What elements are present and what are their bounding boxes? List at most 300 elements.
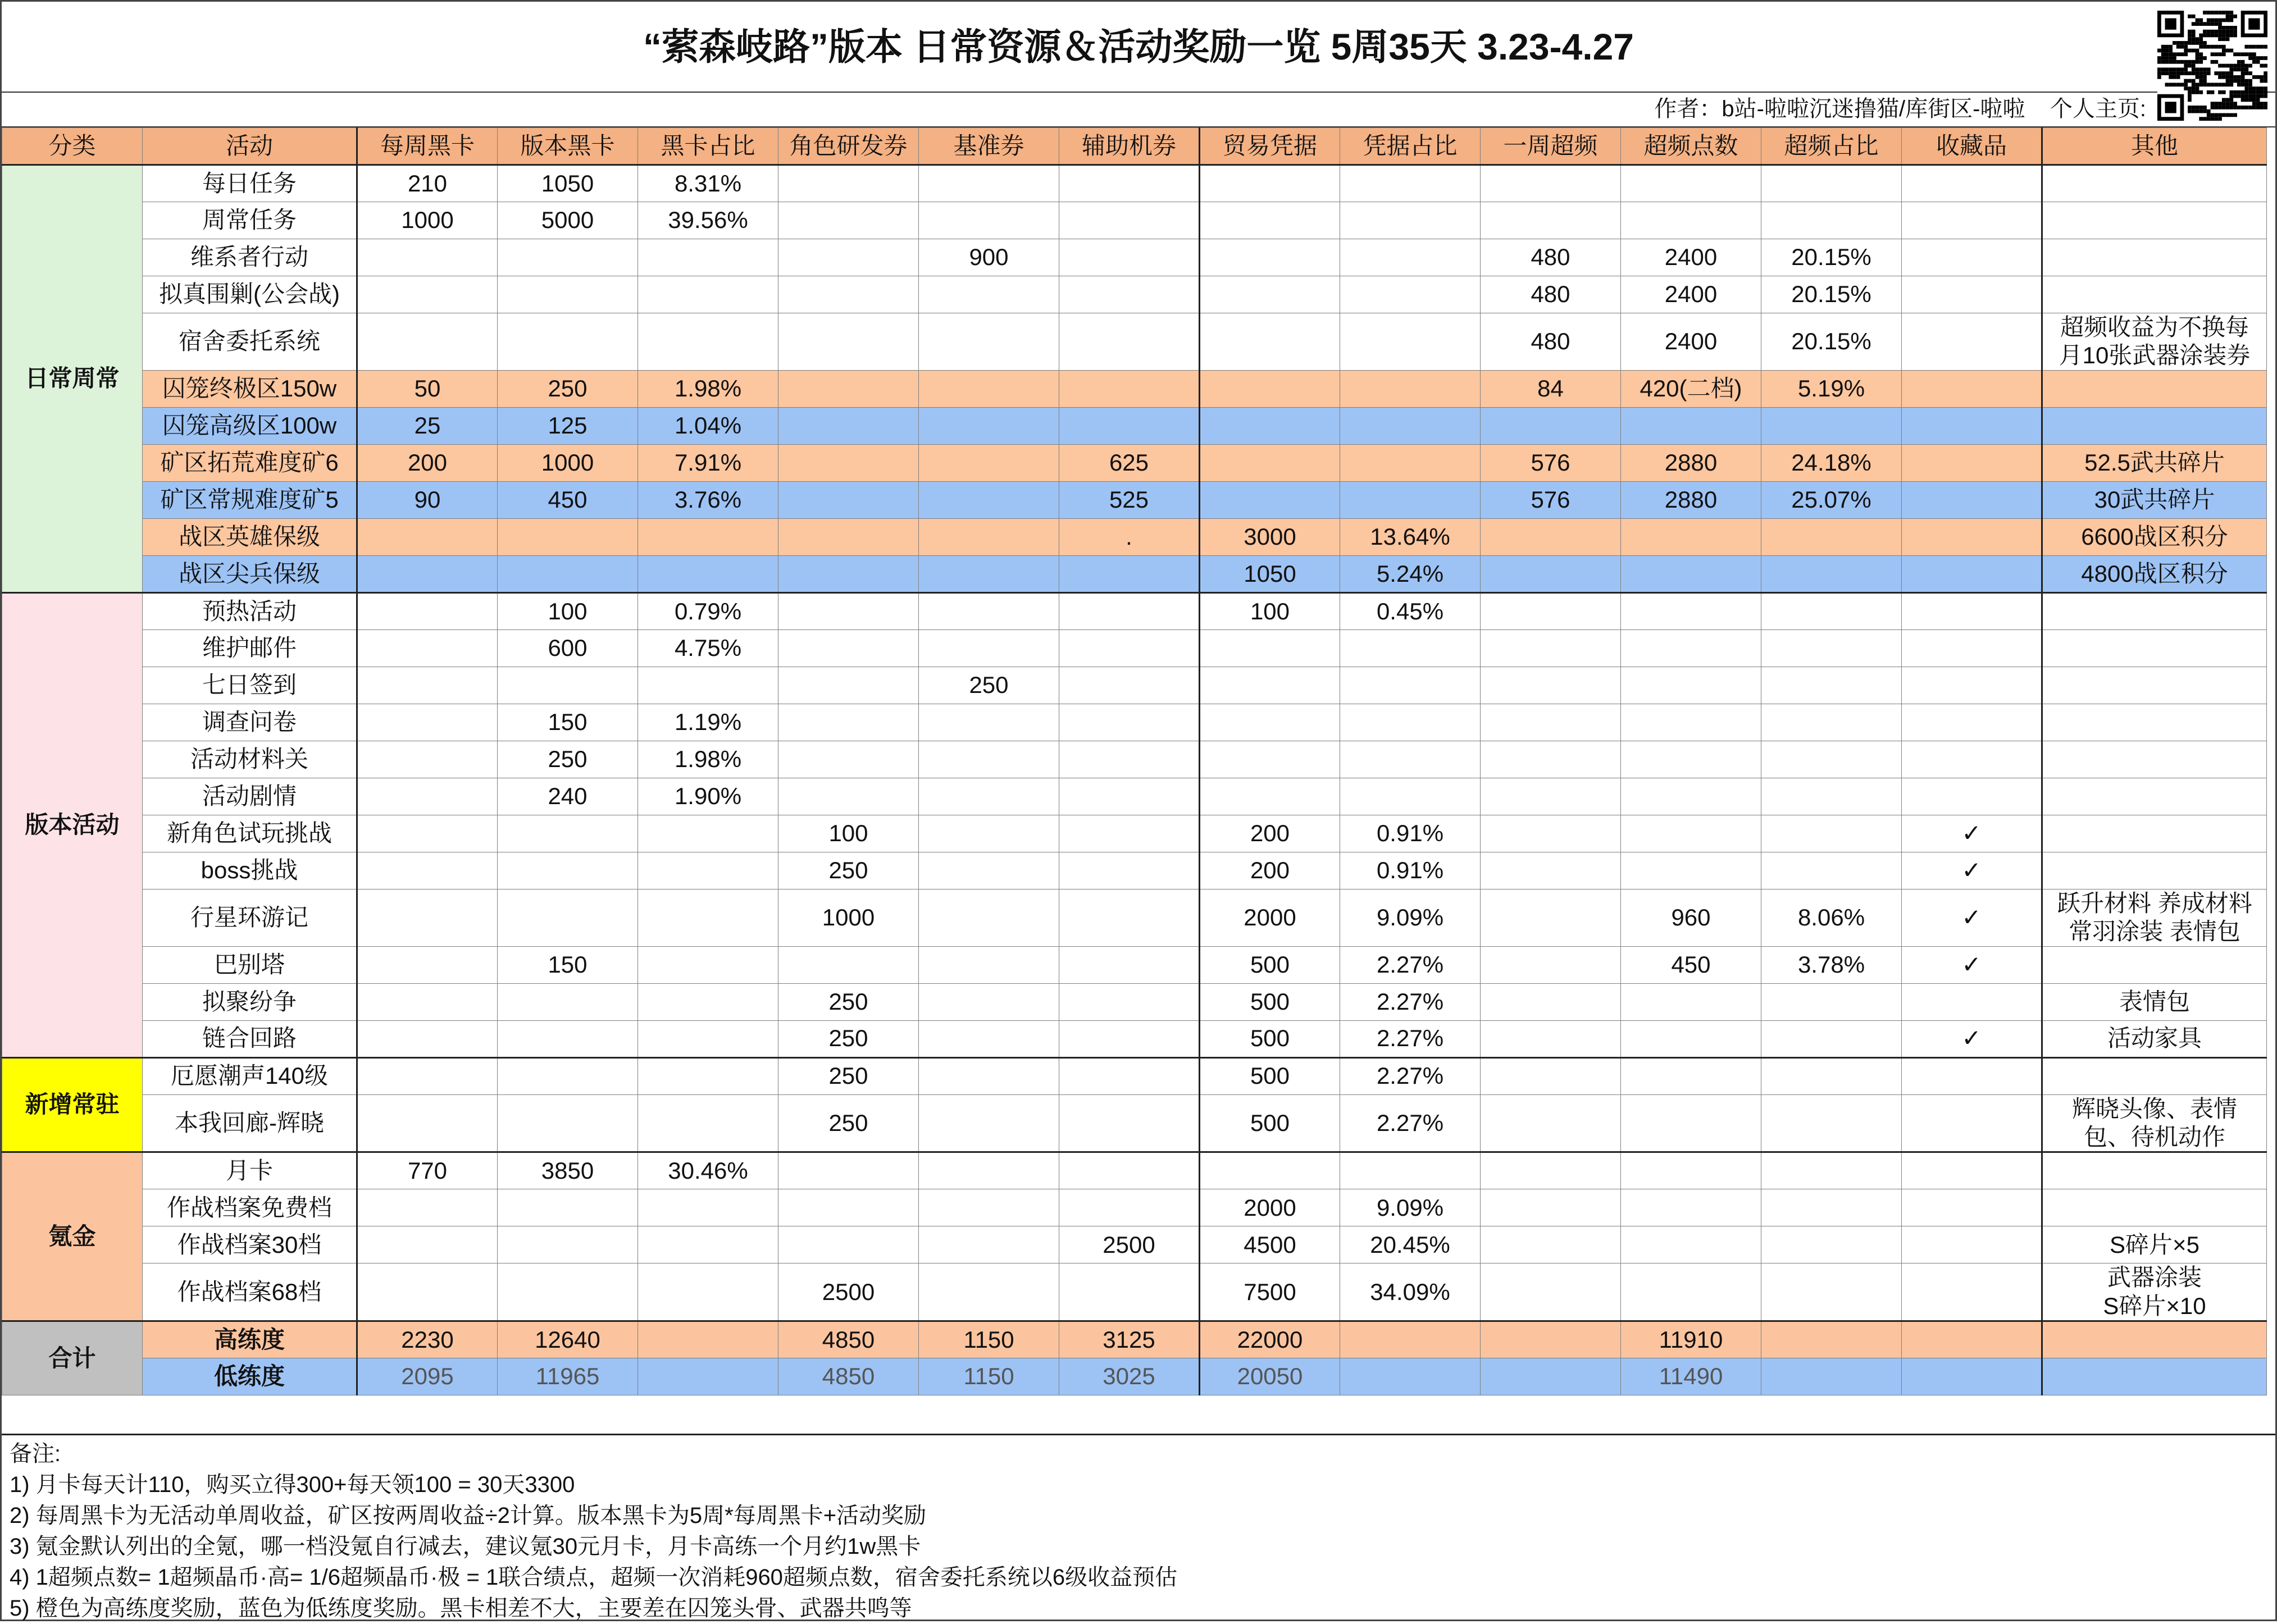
- activity-cell: 维系者行动: [143, 239, 357, 276]
- value-cell: [638, 1057, 778, 1094]
- value-cell: 2000: [1200, 889, 1340, 946]
- column-header: 超频占比: [1761, 128, 1902, 165]
- value-cell: 250: [498, 370, 638, 407]
- value-cell: [1481, 778, 1621, 815]
- value-cell: [357, 983, 498, 1020]
- value-cell: [357, 1020, 498, 1057]
- value-cell: [1621, 1152, 1761, 1189]
- value-cell: ✓: [1902, 889, 2042, 946]
- activity-cell: 维护邮件: [143, 629, 357, 667]
- value-cell: 576: [1481, 481, 1621, 518]
- value-cell: [1340, 165, 1481, 202]
- value-cell: [1059, 313, 1200, 371]
- value-cell: 150: [498, 946, 638, 983]
- value-cell: 200: [357, 444, 498, 481]
- column-header: 基准券: [919, 128, 1059, 165]
- total-row: [2, 1321, 2267, 1358]
- activity-cell: 作战档案68档: [143, 1263, 357, 1321]
- note-item: 3) 氪金默认列出的全氪，哪一档没氪自行减去，建议氪30元月卡，月卡高练一个月约1w黑卡: [10, 1534, 921, 1559]
- value-cell: 2400: [1621, 239, 1761, 276]
- value-cell: [357, 1057, 498, 1094]
- value-cell: 9.09%: [1340, 1189, 1481, 1226]
- activity-cell: 巴别塔: [143, 946, 357, 983]
- value-cell: [919, 555, 1059, 592]
- value-cell: [1200, 165, 1340, 202]
- total-value-cell: [2042, 1358, 2267, 1395]
- value-cell: 5.24%: [1340, 555, 1481, 592]
- value-cell: 450: [498, 481, 638, 518]
- total-value-cell: 11965: [498, 1358, 638, 1395]
- value-cell: [1761, 629, 1902, 667]
- value-cell: .: [1059, 518, 1200, 555]
- value-cell: [919, 852, 1059, 889]
- table-row: [2, 202, 2267, 239]
- value-cell: [2042, 276, 2267, 313]
- value-cell: 600: [498, 629, 638, 667]
- value-cell: [357, 1094, 498, 1152]
- value-cell: [1059, 889, 1200, 946]
- table-row: [2, 370, 2267, 407]
- value-cell: 2.27%: [1340, 1020, 1481, 1057]
- value-cell: [778, 276, 919, 313]
- value-cell: [1621, 667, 1761, 704]
- table-row: [2, 407, 2267, 444]
- value-cell: 2880: [1621, 444, 1761, 481]
- value-cell: 4500: [1200, 1226, 1340, 1263]
- value-cell: [357, 239, 498, 276]
- activity-cell: 矿区拓荒难度矿6: [143, 444, 357, 481]
- value-cell: 250: [778, 1020, 919, 1057]
- value-cell: [1340, 741, 1481, 778]
- value-cell: [919, 1189, 1059, 1226]
- value-cell: 250: [778, 1094, 919, 1152]
- column-header: 凭据占比: [1340, 128, 1481, 165]
- value-cell: [2042, 202, 2267, 239]
- value-cell: [1481, 852, 1621, 889]
- value-cell: 100: [778, 815, 919, 852]
- table-row: [2, 313, 2267, 371]
- value-cell: [1481, 1020, 1621, 1057]
- value-cell: [498, 555, 638, 592]
- value-cell: [1340, 778, 1481, 815]
- total-value-cell: [638, 1358, 778, 1395]
- value-cell: [1761, 741, 1902, 778]
- value-cell: [1621, 202, 1761, 239]
- table-row: [2, 444, 2267, 481]
- value-cell: [638, 983, 778, 1020]
- page-title: “萦森岐路”版本 日常资源＆活动奖励一览 5周35天 3.23-4.27: [643, 26, 1634, 67]
- value-cell: 24.18%: [1761, 444, 1902, 481]
- value-cell: 450: [1621, 946, 1761, 983]
- value-cell: [1902, 481, 2042, 518]
- value-cell: 100: [1200, 592, 1340, 629]
- total-value-cell: [1481, 1358, 1621, 1395]
- value-cell: [919, 165, 1059, 202]
- value-cell: [778, 741, 919, 778]
- value-cell: [1621, 1226, 1761, 1263]
- value-cell: 2000: [1200, 1189, 1340, 1226]
- value-cell: 20.15%: [1761, 276, 1902, 313]
- value-cell: 0.45%: [1340, 592, 1481, 629]
- value-cell: [357, 778, 498, 815]
- total-value-cell: [1902, 1321, 2042, 1358]
- value-cell: [1761, 1020, 1902, 1057]
- value-cell: [919, 889, 1059, 946]
- category-cell: 日常周常: [2, 165, 143, 593]
- activity-cell: 链合回路: [143, 1020, 357, 1057]
- value-cell: [778, 1226, 919, 1263]
- value-cell: [1761, 165, 1902, 202]
- value-cell: 1.98%: [638, 370, 778, 407]
- note-item: 1) 月卡每天计110，购买立得300+每天领100 = 30天3300: [10, 1472, 575, 1497]
- value-cell: 25.07%: [1761, 481, 1902, 518]
- value-cell: [1621, 1263, 1761, 1321]
- value-cell: [357, 667, 498, 704]
- value-cell: [1059, 815, 1200, 852]
- value-cell: [357, 889, 498, 946]
- column-header: 角色研发券: [778, 128, 919, 165]
- note-item: 4) 1超频点数= 1超频晶币·高= 1/6超频晶币·极 = 1联合绩点，超频一次消耗960超频点数，宿舍委托系统以6级收益预估: [10, 1565, 1178, 1590]
- author-credit: 作者：b站-啦啦沉迷撸猫/库街区-啦啦 个人主页:: [1654, 97, 2146, 121]
- table-row: [2, 165, 2267, 202]
- total-label: 低练度: [143, 1358, 357, 1395]
- value-cell: [1902, 444, 2042, 481]
- value-cell: 3000: [1200, 518, 1340, 555]
- value-cell: 0.91%: [1340, 852, 1481, 889]
- value-cell: [1059, 778, 1200, 815]
- value-cell: 210: [357, 165, 498, 202]
- table-row: [2, 852, 2267, 889]
- table-header-row: [2, 128, 2267, 165]
- category-cell: 合计: [2, 1321, 143, 1395]
- total-value-cell: [1340, 1358, 1481, 1395]
- table-row: [2, 741, 2267, 778]
- value-cell: [1761, 202, 1902, 239]
- table-row: [2, 983, 2267, 1020]
- note-item: 2) 每周黑卡为无活动单周收益，矿区按两周收益÷2计算。版本黑卡为5周*每周黑卡+活动奖励: [10, 1503, 927, 1528]
- value-cell: [638, 518, 778, 555]
- value-cell: [1340, 202, 1481, 239]
- value-cell: [778, 629, 919, 667]
- value-cell: [1200, 444, 1340, 481]
- value-cell: [1902, 592, 2042, 629]
- value-cell: [778, 370, 919, 407]
- value-cell: 1000: [498, 444, 638, 481]
- value-cell: [2042, 629, 2267, 667]
- value-cell: [2042, 741, 2267, 778]
- value-cell: 6600战区积分: [2042, 518, 2267, 555]
- total-value-cell: 12640: [498, 1321, 638, 1358]
- value-cell: [1340, 313, 1481, 371]
- value-cell: [1902, 370, 2042, 407]
- total-value-cell: 2230: [357, 1321, 498, 1358]
- value-cell: [1059, 555, 1200, 592]
- total-value-cell: 4850: [778, 1321, 919, 1358]
- value-cell: [2042, 165, 2267, 202]
- value-cell: [1340, 667, 1481, 704]
- value-cell: 辉晓头像、表情 包、待机动作: [2042, 1094, 2267, 1152]
- value-cell: 100: [498, 592, 638, 629]
- value-cell: [1200, 778, 1340, 815]
- value-cell: [638, 276, 778, 313]
- value-cell: [357, 741, 498, 778]
- total-row: [2, 1358, 2267, 1395]
- value-cell: [919, 741, 1059, 778]
- value-cell: [1059, 983, 1200, 1020]
- total-value-cell: 20050: [1200, 1358, 1340, 1395]
- column-header: 辅助机券: [1059, 128, 1200, 165]
- value-cell: [498, 313, 638, 371]
- activity-cell: 活动材料关: [143, 741, 357, 778]
- value-cell: 13.64%: [1340, 518, 1481, 555]
- value-cell: [1902, 1263, 2042, 1321]
- value-cell: [1200, 239, 1340, 276]
- value-cell: 420(二档): [1621, 370, 1761, 407]
- value-cell: [638, 667, 778, 704]
- value-cell: [919, 481, 1059, 518]
- value-cell: [1621, 629, 1761, 667]
- value-cell: [498, 1020, 638, 1057]
- value-cell: [778, 704, 919, 741]
- value-cell: [778, 778, 919, 815]
- column-header: 分类: [2, 128, 143, 165]
- value-cell: 2.27%: [1340, 1094, 1481, 1152]
- value-cell: [1761, 1152, 1902, 1189]
- column-header: 活动: [143, 128, 357, 165]
- value-cell: 200: [1200, 815, 1340, 852]
- value-cell: [498, 1057, 638, 1094]
- value-cell: [919, 629, 1059, 667]
- value-cell: [1200, 276, 1340, 313]
- value-cell: [1200, 481, 1340, 518]
- value-cell: [1200, 629, 1340, 667]
- value-cell: ✓: [1902, 946, 2042, 983]
- value-cell: [1621, 592, 1761, 629]
- value-cell: 0.91%: [1340, 815, 1481, 852]
- value-cell: [1902, 1057, 2042, 1094]
- value-cell: [1621, 165, 1761, 202]
- value-cell: [778, 202, 919, 239]
- value-cell: [1059, 592, 1200, 629]
- value-cell: [919, 1152, 1059, 1189]
- value-cell: [498, 1189, 638, 1226]
- value-cell: 525: [1059, 481, 1200, 518]
- value-cell: [638, 313, 778, 371]
- value-cell: 50: [357, 370, 498, 407]
- total-value-cell: 11910: [1621, 1321, 1761, 1358]
- value-cell: [1481, 1189, 1621, 1226]
- table-row: [2, 1094, 2267, 1152]
- value-cell: [638, 852, 778, 889]
- value-cell: [1761, 1226, 1902, 1263]
- value-cell: [919, 202, 1059, 239]
- value-cell: [1621, 815, 1761, 852]
- value-cell: 1000: [357, 202, 498, 239]
- value-cell: [1200, 1152, 1340, 1189]
- value-cell: [1481, 741, 1621, 778]
- activity-cell: boss挑战: [143, 852, 357, 889]
- value-cell: 500: [1200, 1057, 1340, 1094]
- value-cell: [1340, 407, 1481, 444]
- activity-cell: 作战档案30档: [143, 1226, 357, 1263]
- value-cell: [1902, 202, 2042, 239]
- activity-cell: 行星环游记: [143, 889, 357, 946]
- value-cell: [919, 1263, 1059, 1321]
- value-cell: [1200, 667, 1340, 704]
- value-cell: [778, 1152, 919, 1189]
- value-cell: [1761, 1263, 1902, 1321]
- table-row: [2, 239, 2267, 276]
- value-cell: [357, 518, 498, 555]
- value-cell: 250: [778, 983, 919, 1020]
- table-row: [2, 1189, 2267, 1226]
- value-cell: [1902, 276, 2042, 313]
- value-cell: [1481, 165, 1621, 202]
- value-cell: [1761, 1057, 1902, 1094]
- table-row: [2, 481, 2267, 518]
- value-cell: 7500: [1200, 1263, 1340, 1321]
- value-cell: [1059, 239, 1200, 276]
- value-cell: [1340, 239, 1481, 276]
- value-cell: [357, 555, 498, 592]
- value-cell: [778, 592, 919, 629]
- value-cell: [1761, 852, 1902, 889]
- total-value-cell: [1761, 1321, 1902, 1358]
- value-cell: [1200, 370, 1340, 407]
- value-cell: [498, 518, 638, 555]
- value-cell: [1200, 202, 1340, 239]
- value-cell: [1481, 1057, 1621, 1094]
- table-row: [2, 778, 2267, 815]
- value-cell: [1481, 1263, 1621, 1321]
- value-cell: [1340, 481, 1481, 518]
- value-cell: [1340, 370, 1481, 407]
- value-cell: 20.45%: [1340, 1226, 1481, 1263]
- value-cell: [498, 667, 638, 704]
- value-cell: [1621, 741, 1761, 778]
- value-cell: [1481, 1152, 1621, 1189]
- value-cell: [1902, 741, 2042, 778]
- value-cell: [1621, 1020, 1761, 1057]
- table-row: [2, 555, 2267, 592]
- column-header: 每周黑卡: [357, 128, 498, 165]
- value-cell: [2042, 667, 2267, 704]
- value-cell: 2400: [1621, 276, 1761, 313]
- value-cell: [1902, 518, 2042, 555]
- value-cell: 250: [919, 667, 1059, 704]
- reward-table: [2, 127, 2267, 1395]
- value-cell: 25: [357, 407, 498, 444]
- value-cell: [638, 1020, 778, 1057]
- activity-cell: 新角色试玩挑战: [143, 815, 357, 852]
- column-header: 超频点数: [1621, 128, 1761, 165]
- value-cell: [498, 983, 638, 1020]
- column-header: 黑卡占比: [638, 128, 778, 165]
- value-cell: 770: [357, 1152, 498, 1189]
- value-cell: 500: [1200, 983, 1340, 1020]
- value-cell: [1621, 518, 1761, 555]
- value-cell: [1621, 1057, 1761, 1094]
- value-cell: [1621, 1189, 1761, 1226]
- activity-cell: 宿舍委托系统: [143, 313, 357, 371]
- value-cell: 30武共碎片: [2042, 481, 2267, 518]
- value-cell: [1059, 1020, 1200, 1057]
- notes-section: [2, 1434, 2275, 1621]
- value-cell: [1902, 1189, 2042, 1226]
- value-cell: [1761, 407, 1902, 444]
- value-cell: [498, 815, 638, 852]
- value-cell: 150: [498, 704, 638, 741]
- table-row: [2, 1020, 2267, 1057]
- total-value-cell: 11490: [1621, 1358, 1761, 1395]
- value-cell: [1481, 202, 1621, 239]
- value-cell: [2042, 592, 2267, 629]
- total-label: 高练度: [143, 1321, 357, 1358]
- value-cell: [778, 239, 919, 276]
- value-cell: 8.06%: [1761, 889, 1902, 946]
- value-cell: [2042, 1152, 2267, 1189]
- value-cell: [1902, 555, 2042, 592]
- value-cell: 30.46%: [638, 1152, 778, 1189]
- value-cell: 39.56%: [638, 202, 778, 239]
- value-cell: 1.19%: [638, 704, 778, 741]
- value-cell: 34.09%: [1340, 1263, 1481, 1321]
- total-value-cell: [638, 1321, 778, 1358]
- value-cell: [778, 518, 919, 555]
- value-cell: 5.19%: [1761, 370, 1902, 407]
- value-cell: [2042, 815, 2267, 852]
- value-cell: [1902, 407, 2042, 444]
- value-cell: [919, 518, 1059, 555]
- value-cell: [1761, 1094, 1902, 1152]
- value-cell: 1050: [1200, 555, 1340, 592]
- table-row: [2, 1226, 2267, 1263]
- value-cell: [498, 852, 638, 889]
- value-cell: 200: [1200, 852, 1340, 889]
- value-cell: 2.27%: [1340, 1057, 1481, 1094]
- value-cell: 1050: [498, 165, 638, 202]
- value-cell: [919, 1057, 1059, 1094]
- value-cell: 3.76%: [638, 481, 778, 518]
- total-value-cell: 4850: [778, 1358, 919, 1395]
- value-cell: 跃升材料 养成材料 常羽涂装 表情包: [2042, 889, 2267, 946]
- value-cell: [1059, 667, 1200, 704]
- total-value-cell: [1902, 1358, 2042, 1395]
- value-cell: 2500: [778, 1263, 919, 1321]
- value-cell: 500: [1200, 1094, 1340, 1152]
- value-cell: [1761, 778, 1902, 815]
- value-cell: [1621, 704, 1761, 741]
- value-cell: [1340, 629, 1481, 667]
- value-cell: S碎片×5: [2042, 1226, 2267, 1263]
- value-cell: 576: [1481, 444, 1621, 481]
- table-row: [2, 592, 2267, 629]
- value-cell: [1481, 946, 1621, 983]
- value-cell: [1481, 1226, 1621, 1263]
- value-cell: 7.91%: [638, 444, 778, 481]
- value-cell: [1761, 667, 1902, 704]
- value-cell: [2042, 1057, 2267, 1094]
- value-cell: [1902, 667, 2042, 704]
- category-cell: 新增常驻: [2, 1057, 143, 1152]
- note-item: 5) 橙色为高练度奖励，蓝色为低练度奖励。黑卡相差不大，主要差在囚笼头骨、武器共鸣等: [10, 1596, 912, 1621]
- table-row: [2, 704, 2267, 741]
- value-cell: 2500: [1059, 1226, 1200, 1263]
- value-cell: [1200, 313, 1340, 371]
- value-cell: [357, 592, 498, 629]
- value-cell: [778, 481, 919, 518]
- value-cell: [2042, 704, 2267, 741]
